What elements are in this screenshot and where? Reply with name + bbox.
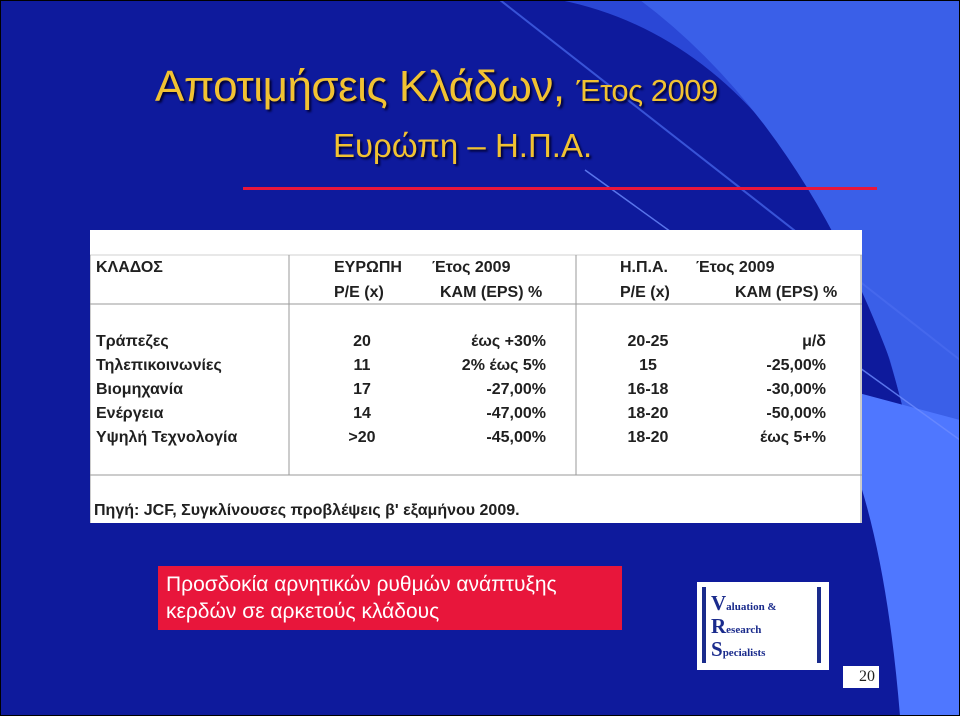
table-row-us-eps: έως 5+% <box>760 429 826 446</box>
valuation-table <box>90 230 862 523</box>
table-row-us-eps: -30,00% <box>766 381 826 398</box>
title-main: Αποτιμήσεις Κλάδων, <box>155 62 577 111</box>
logo-line-research: Research <box>711 614 762 638</box>
table-source-note: Πηγή: JCF, Συγκλίνουσες προβλέψεις β' εξαμήνου 2009. <box>94 502 520 519</box>
table-row-sector: Τράπεζες <box>96 333 169 350</box>
table-row-eu-pe: 14 <box>353 405 371 422</box>
subheader-eu-pe: P/E (x) <box>334 284 384 301</box>
header-europe-year: Έτος 2009 <box>432 259 511 276</box>
callout-box <box>158 566 622 630</box>
callout-line-2: κερδών σε αρκετούς κλάδους <box>166 600 440 623</box>
table-row-eu-eps: έως +30% <box>471 333 546 350</box>
title-year: Έτος 2009 <box>576 73 718 108</box>
table-row-us-eps: -50,00% <box>766 405 826 422</box>
table-row-eu-pe: 11 <box>353 357 371 374</box>
title-underline <box>243 187 877 190</box>
table-row-eu-eps: 2% έως 5% <box>461 357 546 374</box>
table-row-eu-pe: 17 <box>353 381 371 398</box>
table-row-us-pe: 15 <box>639 357 657 374</box>
table-row-us-pe: 18-20 <box>627 429 669 446</box>
header-europe: ΕΥΡΩΠΗ <box>334 259 402 276</box>
header-usa-year: Έτος 2009 <box>696 259 775 276</box>
table-row-us-eps: -25,00% <box>766 357 826 374</box>
table-row-eu-pe: 20 <box>353 333 371 350</box>
callout-line-1: Προσδοκία αρνητικών ρυθμών ανάπτυξης <box>166 573 557 596</box>
page-number: 20 <box>843 666 879 688</box>
table-row-eu-eps: -45,00% <box>486 429 546 446</box>
table-row-us-pe: 16-18 <box>627 381 669 398</box>
table-row-eu-eps: -47,00% <box>486 405 546 422</box>
slide-title <box>155 62 718 112</box>
table-row-eu-eps: -27,00% <box>486 381 546 398</box>
table-row-sector: Ενέργεια <box>96 405 164 422</box>
table-row-eu-pe: >20 <box>348 429 376 446</box>
subheader-us-pe: P/E (x) <box>620 284 670 301</box>
table-row-us-pe: 20-25 <box>627 333 669 350</box>
table-row-us-pe: 18-20 <box>627 405 669 422</box>
table-row-us-eps: μ/δ <box>802 333 826 350</box>
logo-line-valuation: Valuation & <box>711 591 777 615</box>
slide-subtitle: Ευρώπη – Η.Π.Α. <box>333 127 593 164</box>
company-logo <box>697 582 829 670</box>
logo-line-specialists: Specialists <box>711 637 766 661</box>
header-sector: ΚΛΑΔΟΣ <box>96 259 163 276</box>
subheader-us-eps: KAM (EPS) % <box>735 284 838 301</box>
table-row-sector: Βιομηχανία <box>96 381 183 398</box>
header-usa: Η.Π.Α. <box>620 259 668 276</box>
table-row-sector: Υψηλή Τεχνολογία <box>96 429 238 446</box>
subheader-eu-eps: KAM (EPS) % <box>440 284 543 301</box>
table-row-sector: Τηλεπικοινωνίες <box>96 357 222 374</box>
